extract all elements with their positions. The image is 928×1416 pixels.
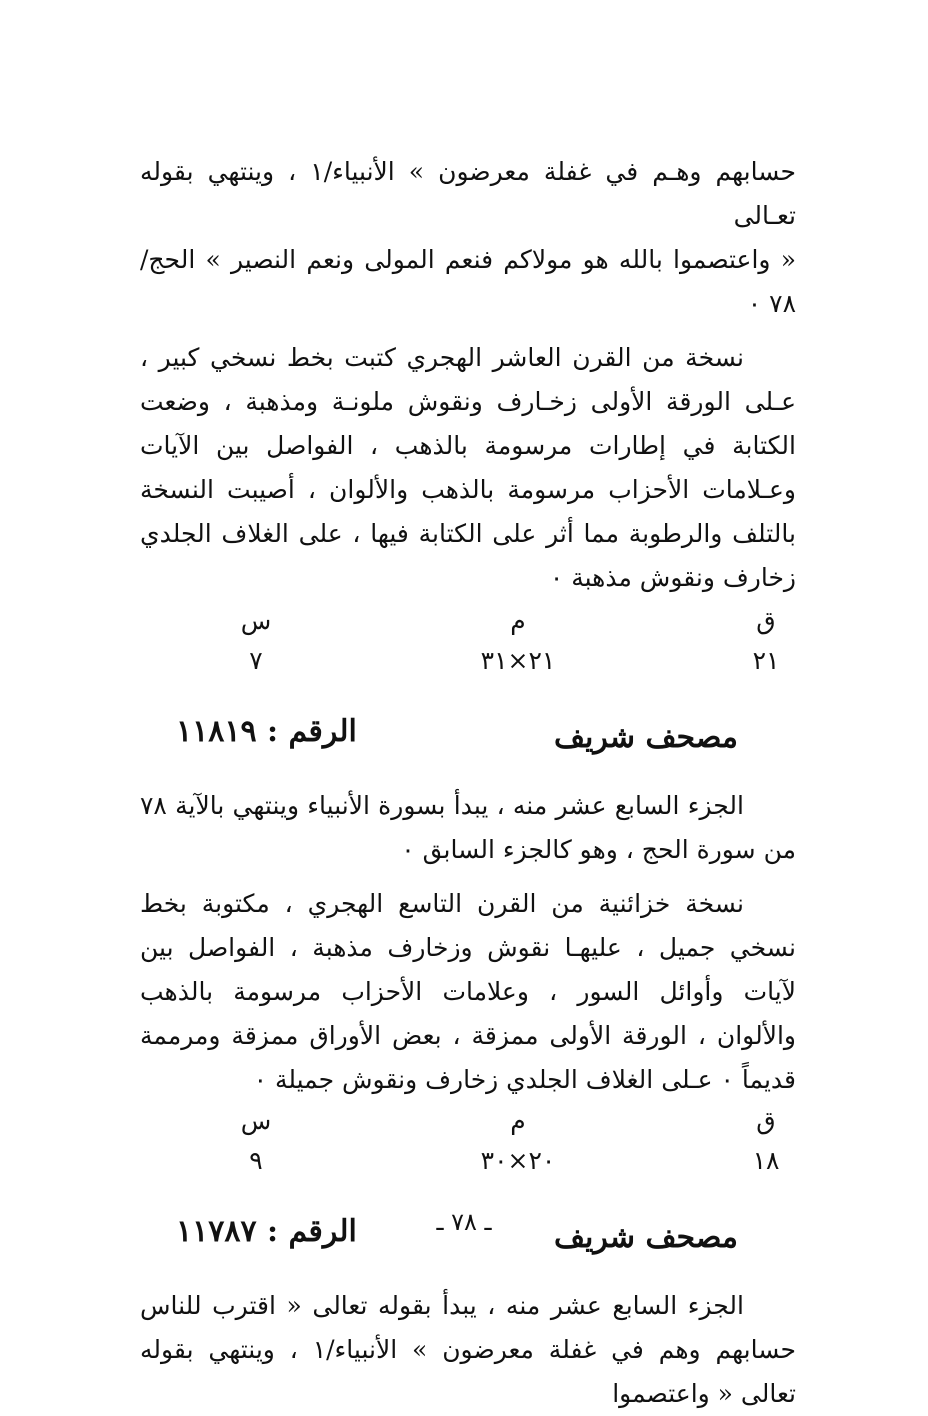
stat-q-value: ٢١ bbox=[752, 646, 780, 675]
continuation-description: نسخة من القرن العاشر الهجري كتبت بخط نسخي كبير ، عـلى الورقة الأولى زخـارف ونقوش ملونـة ومذهبة ، وضعت الكتابة في إطارات مرسومة بالذهب ، الفواصل بين الآيات وعـلامات الأحزاب مرسومة بالذهب والألوان ، أصيبت النسخة بالتلف والرطوبة مما أثر على الكتابة فيها ، على الغلاف الجلدي زخارف ونقوش مذهبة ٠ bbox=[140, 343, 796, 592]
entry-heading-1 bbox=[140, 704, 796, 774]
entry-number: الرقم : ١١٧٨٧ bbox=[176, 1214, 357, 1249]
stat-s-value: ٩ bbox=[249, 1146, 263, 1175]
stat-s-label: س bbox=[240, 1106, 272, 1135]
entry-description: نسخة خزائنية من القرن التاسع الهجري ، مكتوبة بخط نسخي جميل ، عليهـا نقوش وزخارف مذهبة ، الفواصل بين لآيات وأوائل السور ، وعلامات الأحزاب مرسومة بالذهب والألوان ، الورقة الأولى ممزقة ، بعض الأوراق ممزقة ومرممة قديماً ٠ عـلى الغلاف الجلدي زخارف ونقوش جميلة ٠ bbox=[140, 889, 796, 1094]
entry-intro: الجزء السابع عشر منه ، يبدأ بسورة الأنبياء وينتهي بالآية ٧٨ من سورة الحج ، وهو كالجزء السابق ٠ bbox=[140, 791, 796, 864]
stat-m-label: م bbox=[510, 1106, 526, 1135]
stats-row-1 bbox=[140, 606, 796, 690]
page-number: ـ ٧٨ ـ bbox=[436, 1208, 492, 1236]
stat-m-value: ٢١×٣١ bbox=[480, 646, 556, 675]
stat-m-label: م bbox=[510, 606, 526, 635]
entry-title: مصحف شريف bbox=[553, 1220, 738, 1255]
stats-row-2 bbox=[140, 1106, 796, 1190]
stat-q-label: ق bbox=[756, 1106, 776, 1135]
entry-number: الرقم : ١١٨١٩ bbox=[176, 714, 357, 749]
continuation-line-2: « واعتصموا بالله هو مولاكم فنعم المولى ونعم النصير » الحج/٧٨ ٠ bbox=[140, 245, 796, 318]
stat-q-value: ١٨ bbox=[752, 1146, 780, 1175]
entry-title: مصحف شريف bbox=[553, 720, 738, 755]
stat-m-value: ٢٠×٣٠ bbox=[480, 1146, 556, 1175]
stat-s-value: ٧ bbox=[249, 646, 263, 675]
continuation-line-1: حسابهم وهـم في غفلة معرضون » الأنبياء/١ ، وينتهي بقوله تعـالى bbox=[140, 157, 796, 230]
stat-s-label: س bbox=[240, 606, 272, 635]
stat-q-label: ق bbox=[756, 606, 776, 635]
entry-intro: الجزء السابع عشر منه ، يبدأ بقوله تعالى « اقترب للناس حسابهم وهم في غفلة معرضون » الأنبياء/١ ، وينتهي بقوله تعالى « واعتصموا bbox=[140, 1291, 796, 1408]
